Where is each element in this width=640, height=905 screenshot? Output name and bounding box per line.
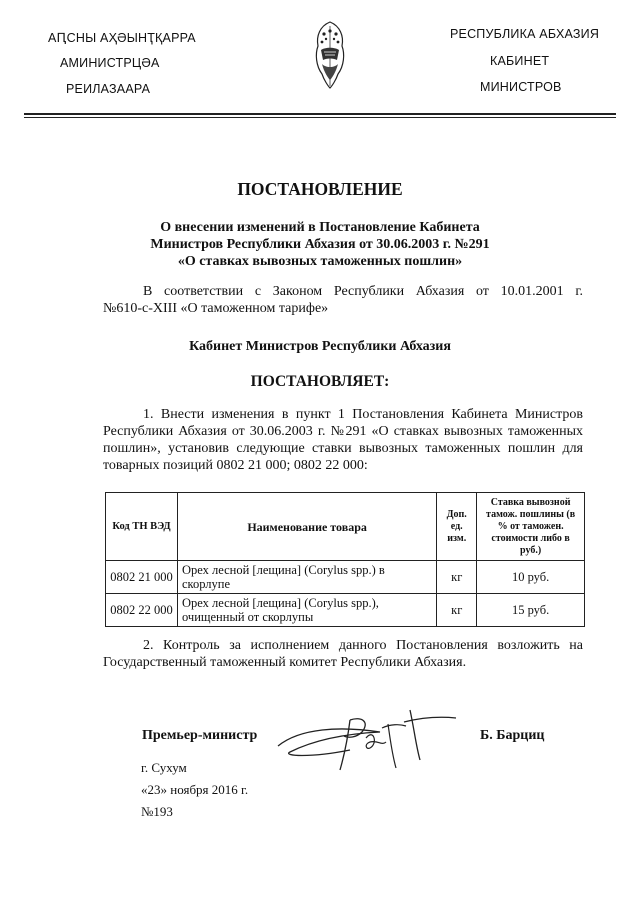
row-2-unit: кг: [437, 594, 477, 627]
header-left-line-2: АМИНИСТРЦӘА: [60, 56, 160, 70]
row-1-unit: кг: [437, 561, 477, 594]
row-1-rate: 10 руб.: [477, 561, 585, 594]
header-right-line-3: МИНИСТРОВ: [480, 80, 562, 94]
row-2-code: 0802 22 000: [106, 594, 178, 627]
header-unit: Доп. ед. изм.: [437, 493, 477, 561]
place: г. Сухум: [141, 760, 187, 775]
header-name: Наименование товара: [177, 493, 436, 561]
row-1-name: Орех лесной [лещина] (Corylus spp.) в скорлупе: [177, 561, 436, 594]
signatory-name: Б. Барциц: [480, 728, 545, 743]
header-right-line-1: РЕСПУБЛИКА АБХАЗИЯ: [450, 27, 600, 41]
customs-rates-table: [105, 492, 585, 627]
table-header-row: [106, 493, 585, 561]
signatory-position: Премьер-министр: [142, 728, 258, 743]
subject-line-3: «О ставках вывозных таможенных пошлин»: [177, 254, 463, 269]
header-left-line-3: РЕИЛАЗААРА: [66, 82, 151, 96]
subject-line-2: Министров Республики Абхазия от 30.06.2003 г. №291: [150, 237, 490, 252]
row-2-rate: 15 руб.: [477, 594, 585, 627]
item-2-text: 2. Контроль за исполнением данного Постановления возложить на Государственный таможенный комитет Республики Абхазия.: [103, 638, 583, 670]
header-right-line-2: КАБИНЕТ: [490, 54, 550, 68]
resolves-heading: ПОСТАНОВЛЯЕТ:: [250, 373, 390, 390]
header-left-line-1: АԤСНЫ АҲӘЫНҬҚАРРА: [48, 31, 196, 45]
subject-line-1: О внесении изменений в Постановление Кабинета: [160, 220, 480, 235]
header-divider-bottom: [24, 117, 616, 118]
preamble-line-1: В соответствии с Законом Республики Абхазия от 10.01.2001 г.: [143, 284, 583, 299]
handwritten-signature: [270, 698, 470, 778]
table-row: [106, 594, 585, 627]
header-code: Код ТН ВЭД: [106, 493, 178, 561]
issuer: Кабинет Министров Республики Абхазия: [189, 339, 451, 354]
document-title: ПОСТАНОВЛЕНИЕ: [237, 179, 403, 199]
item-1-text: 1. Внести изменения в пункт 1 Постановления Кабинета Министров Республики Абхазия от 30.06.2003 г. №291 «О ставках вывозных таможенных пошлин», установив следующие ставки вывозных таможенных пошлин для товарных позиций 0802 21 000; 0802 22 000:: [103, 407, 583, 473]
preamble-line-2: №610-с-XIII «О таможенном тарифе»: [103, 301, 329, 316]
table-row: [106, 561, 585, 594]
header-divider-top: [24, 113, 616, 115]
row-1-code: 0802 21 000: [106, 561, 178, 594]
row-2-name: Орех лесной [лещина] (Corylus spp.), очищенный от скорлупы: [177, 594, 436, 627]
coat-of-arms-icon: [310, 20, 350, 90]
header-rate: Ставка вывозной тамож. пошлины (в % от таможен. стоимости либо в руб.): [477, 493, 585, 561]
document-number: №193: [141, 804, 173, 819]
date: «23» ноября 2016 г.: [141, 782, 249, 797]
